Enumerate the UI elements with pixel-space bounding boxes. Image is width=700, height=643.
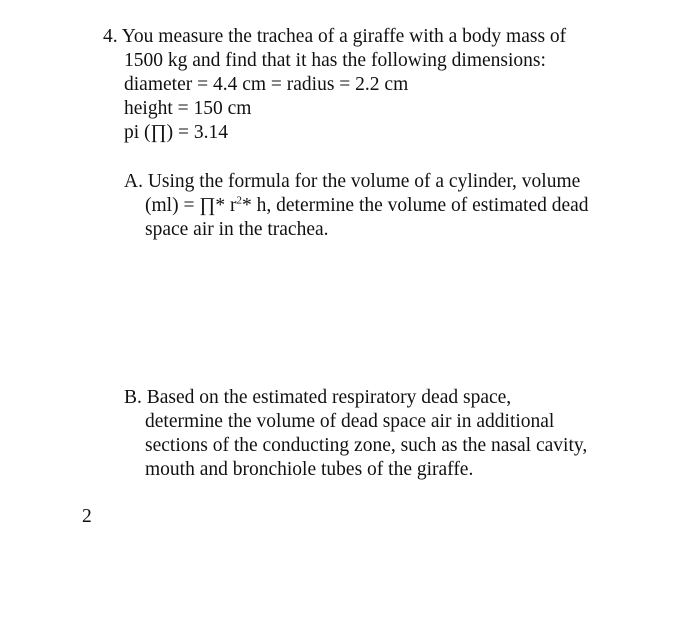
- formula-suffix: * h, determine the volume of estimated dead: [242, 195, 589, 216]
- question-intro-line-2: 1500 kg and find that it has the following dimensions:: [124, 50, 546, 71]
- formula-prefix: (ml) = ∏* r: [145, 195, 237, 216]
- part-a-line-1: A. Using the formula for the volume of a cylinder, volume: [124, 171, 581, 192]
- page-number: 2: [82, 506, 92, 527]
- question-intro-line-1: 4. You measure the trachea of a giraffe with a body mass of: [103, 26, 567, 47]
- diameter-line: diameter = 4.4 cm = radius = 2.2 cm: [124, 74, 409, 95]
- height-line: height = 150 cm: [124, 98, 252, 119]
- pi-line: pi (∏) = 3.14: [124, 122, 228, 143]
- exponent: 2: [236, 194, 242, 207]
- part-a-line-3: space air in the trachea.: [145, 219, 329, 240]
- part-b-line-3: sections of the conducting zone, such as the nasal cavity,: [145, 435, 588, 456]
- part-a-line-2: [145, 194, 589, 218]
- part-b-line-2: determine the volume of dead space air in additional: [145, 411, 555, 432]
- part-b-line-1: B. Based on the estimated respiratory dead space,: [124, 387, 512, 408]
- part-b-line-4: mouth and bronchiole tubes of the giraffe.: [145, 459, 474, 480]
